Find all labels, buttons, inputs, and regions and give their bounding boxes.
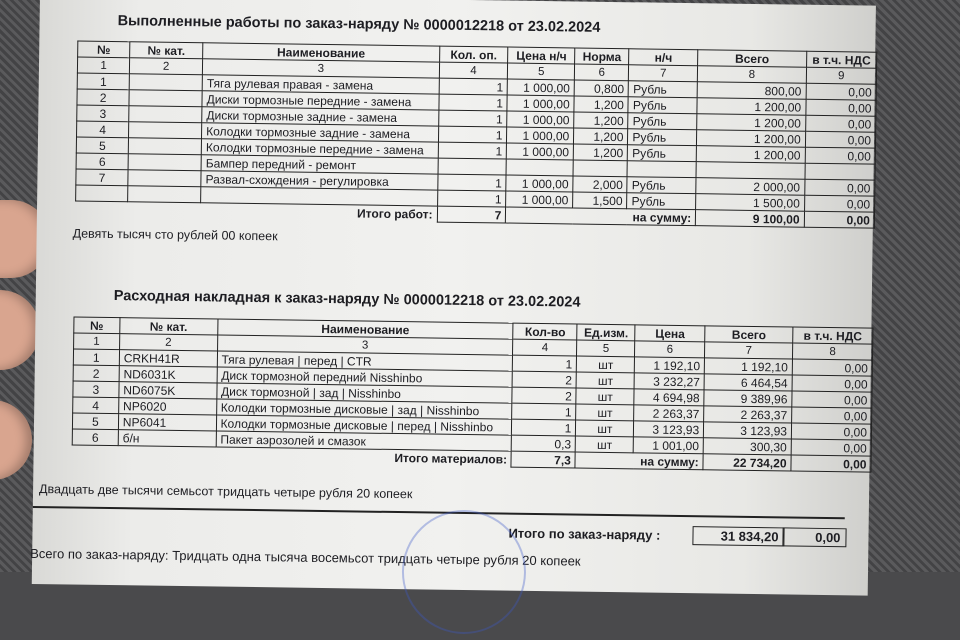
materials-total-cell: 2 263,37 <box>704 406 792 423</box>
works-name-cell: Развал-схождения - регулировка <box>201 171 438 190</box>
works-norm-cell: 0,800 <box>574 80 628 97</box>
works-norm-cell: 2,000 <box>573 176 627 193</box>
works-unit-cell: Рубль <box>627 177 696 194</box>
materials-cat-cell: NP6041 <box>118 414 216 431</box>
works-vat-cell <box>805 163 876 180</box>
works-vat-cell: 0,00 <box>806 99 877 116</box>
materials-qty-cell: 2 <box>513 371 577 388</box>
works-col-number-cell: 6 <box>575 64 629 81</box>
works-norm-cell: 1,500 <box>573 192 627 209</box>
materials-unit-cell: шт <box>576 404 634 421</box>
materials-header-cell: Цена <box>635 325 705 342</box>
materials-qty-cell: 2 <box>512 387 576 404</box>
works-vat-cell: 0,00 <box>804 195 875 212</box>
works-norm-cell: 1,200 <box>574 128 628 145</box>
materials-total-cell: 6 464,54 <box>704 374 792 391</box>
works-col-number-cell: 2 <box>130 58 203 75</box>
materials-name-cell: Колодки тормозные дисковые | перед | Nisshinbo <box>216 415 512 435</box>
works-total-cell: 1 200,00 <box>697 98 806 116</box>
works-norm-cell: 1,200 <box>574 96 628 113</box>
materials-cat-cell: б/н <box>118 430 216 447</box>
works-header-cell: № <box>78 41 130 58</box>
materials-vat-cell: 0,00 <box>792 359 872 376</box>
works-n-cell: 1 <box>77 73 129 90</box>
works-n-cell: 3 <box>77 105 129 122</box>
works-cat-cell <box>128 186 201 203</box>
works-col-number-cell: 7 <box>629 65 698 82</box>
materials-total-qty: 7,3 <box>511 451 575 468</box>
works-header-cell: Наименование <box>203 43 440 62</box>
works-n-cell: 7 <box>76 169 128 186</box>
materials-col-number-cell: 3 <box>217 335 513 355</box>
materials-col-number-cell: 1 <box>74 333 120 350</box>
works-qty-cell: 1 <box>438 110 507 127</box>
materials-n-cell: 1 <box>73 349 119 366</box>
materials-col-number-cell: 4 <box>513 339 577 356</box>
works-total-cell: 1 500,00 <box>696 194 805 212</box>
materials-price-cell: 3 232,27 <box>634 373 704 390</box>
materials-header-cell: Кол-во <box>513 323 577 340</box>
materials-unit-cell: шт <box>576 388 634 405</box>
materials-n-cell: 6 <box>72 429 118 446</box>
works-cat-cell <box>128 170 201 187</box>
materials-unit-cell: шт <box>576 436 634 453</box>
materials-vat-cell: 0,00 <box>792 375 872 392</box>
works-cat-cell <box>128 138 201 155</box>
materials-header-cell: в т.ч. НДС <box>793 327 873 344</box>
works-unit-cell: Рубль <box>628 113 697 130</box>
materials-vat-cell: 0,00 <box>791 439 871 456</box>
works-vat-cell: 0,00 <box>805 147 876 164</box>
works-header-cell: н/ч <box>629 49 698 66</box>
works-col-number-cell: 8 <box>698 66 807 84</box>
works-unit-cell: Рубль <box>629 81 698 98</box>
materials-price-cell: 2 263,37 <box>634 405 704 422</box>
works-title: Выполненные работы по заказ-наряду № 0000012218 от 23.02.2024 <box>117 13 601 36</box>
works-sum-label: на сумму: <box>506 207 696 226</box>
works-total-qty: 7 <box>437 206 506 223</box>
works-price-cell: 1 000,00 <box>507 143 574 160</box>
materials-n-cell: 2 <box>73 365 119 382</box>
grand-total-label: Итого по заказ-наряду : <box>508 525 661 543</box>
works-name-cell: Тяга рулевая правая - замена <box>202 75 439 94</box>
works-qty-cell: 1 <box>438 142 507 159</box>
works-cat-cell <box>129 90 202 107</box>
works-sum-vat: 0,00 <box>804 211 875 228</box>
works-total-cell: 1 200,00 <box>697 130 806 148</box>
materials-n-cell: 3 <box>73 381 119 398</box>
materials-col-number-cell: 7 <box>705 342 793 359</box>
works-total-cell: 1 200,00 <box>697 114 806 132</box>
materials-header-cell: Всего <box>705 326 793 343</box>
works-col-number-cell: 1 <box>77 57 129 74</box>
materials-total-cell: 1 192,10 <box>704 358 792 375</box>
works-norm-cell: 1,200 <box>574 112 628 129</box>
works-vat-cell: 0,00 <box>804 179 875 196</box>
works-price-cell: 1 000,00 <box>507 127 574 144</box>
works-col-number-cell: 9 <box>806 67 877 84</box>
materials-qty-cell: 1 <box>512 403 576 420</box>
materials-cat-cell: NP6020 <box>118 398 216 415</box>
materials-name-cell: Пакет аэрозолей и смазок <box>216 431 512 451</box>
works-n-cell: 4 <box>77 121 129 138</box>
works-qty-cell: 1 <box>439 78 508 95</box>
materials-col-number-cell: 2 <box>119 334 217 351</box>
materials-table <box>71 316 873 472</box>
works-col-number-cell: 3 <box>202 59 439 78</box>
works-norm-cell: 1,200 <box>573 144 627 161</box>
works-table <box>75 41 877 229</box>
works-n-cell: 5 <box>76 137 128 154</box>
works-cat-cell <box>128 154 201 171</box>
works-total-cell: 1 200,00 <box>696 146 805 164</box>
works-price-cell: 1 000,00 <box>506 175 573 192</box>
materials-name-cell: Колодки тормозные дисковые | зад | Nisshinbo <box>216 399 512 419</box>
materials-vat-cell: 0,00 <box>791 423 871 440</box>
materials-name-cell: Диск тормозной | зад | Nisshinbo <box>216 383 512 403</box>
works-header-cell: Кол. оп. <box>439 46 508 63</box>
materials-qty-cell: 1 <box>512 419 576 436</box>
works-qty-cell: 1 <box>438 126 507 143</box>
materials-price-cell: 1 001,00 <box>633 437 703 454</box>
works-cat-cell <box>129 122 202 139</box>
materials-unit-cell: шт <box>577 356 635 373</box>
works-amount-in-words: Девять тысяч сто рублей 00 копеек <box>72 226 278 244</box>
materials-total-label: Итого материалов: <box>394 450 508 467</box>
materials-qty-cell: 1 <box>513 355 577 372</box>
works-n-cell <box>76 185 128 202</box>
materials-price-cell: 3 123,93 <box>634 421 704 438</box>
works-sum-total: 9 100,00 <box>696 210 805 228</box>
works-price-cell: 1 000,00 <box>506 191 573 208</box>
materials-header-cell: № <box>74 317 120 334</box>
works-col-number-cell: 5 <box>508 63 575 80</box>
works-total-cell: 800,00 <box>697 82 806 100</box>
materials-header-cell: Наименование <box>217 319 513 339</box>
materials-title: Расходная накладная к заказ-наряду № 0000012218 от 23.02.2024 <box>113 288 581 311</box>
materials-col-number-cell: 8 <box>793 343 873 360</box>
works-price-cell: 1 000,00 <box>508 79 575 96</box>
works-header-cell: в т.ч. НДС <box>806 51 877 68</box>
materials-sum-total: 22 734,20 <box>703 454 791 471</box>
materials-cat-cell: CRKH41R <box>119 350 217 367</box>
works-qty-cell: 1 <box>437 174 506 191</box>
works-qty-cell: 1 <box>439 94 508 111</box>
works-n-cell: 6 <box>76 153 128 170</box>
works-unit-cell: Рубль <box>627 193 696 210</box>
materials-name-cell: Диск тормозной передний Nisshinbo <box>217 367 513 387</box>
works-norm-cell <box>573 160 627 177</box>
materials-total-cell: 9 389,96 <box>704 390 792 407</box>
works-n-cell: 2 <box>77 89 129 106</box>
works-price-cell: 1 000,00 <box>507 95 574 112</box>
materials-cat-cell: ND6075K <box>119 382 217 399</box>
works-price-cell: 1 000,00 <box>507 111 574 128</box>
works-name-cell: Диски тормозные задние - замена <box>202 107 439 126</box>
works-header-cell: Норма <box>575 48 629 65</box>
materials-unit-cell: шт <box>576 372 634 389</box>
works-cat-cell <box>129 106 202 123</box>
works-total-cell <box>696 162 805 180</box>
works-total-cell: 2 000,00 <box>696 178 805 196</box>
materials-price-cell: 1 192,10 <box>635 357 705 374</box>
works-col-number-cell: 4 <box>439 62 508 79</box>
works-vat-cell: 0,00 <box>805 115 876 132</box>
works-name-cell: Колодки тормозные передние - замена <box>201 139 438 158</box>
materials-col-number-cell: 6 <box>635 341 705 358</box>
works-header-cell: № кат. <box>130 42 203 59</box>
materials-col-number-cell: 5 <box>577 340 635 357</box>
materials-name-cell: Тяга рулевая | перед | CTR <box>217 351 513 371</box>
works-unit-cell: Рубль <box>628 97 697 114</box>
works-cat-cell <box>129 74 202 91</box>
materials-total-cell: 300,30 <box>703 438 791 455</box>
works-vat-cell: 0,00 <box>805 131 876 148</box>
materials-n-cell: 5 <box>72 413 118 430</box>
works-name-cell: Диски тормозные передние - замена <box>202 91 439 110</box>
works-total-label: Итого работ: <box>357 206 433 222</box>
works-name-cell: Колодки тормозные задние - замена <box>202 123 439 142</box>
materials-sum-label: на сумму: <box>575 452 703 470</box>
materials-vat-cell: 0,00 <box>792 407 872 424</box>
materials-cat-cell: ND6031K <box>119 366 217 383</box>
materials-sum-vat: 0,00 <box>791 455 871 472</box>
works-unit-cell <box>627 161 696 178</box>
materials-n-cell: 4 <box>73 397 119 414</box>
works-unit-cell: Рубль <box>628 145 697 162</box>
works-unit-cell: Рубль <box>628 129 697 146</box>
works-qty-cell: 1 <box>437 190 506 207</box>
works-vat-cell: 0,00 <box>806 83 877 100</box>
works-qty-cell <box>438 158 507 175</box>
materials-price-cell: 4 694,98 <box>634 389 704 406</box>
materials-header-cell: Ед.изм. <box>577 324 635 341</box>
materials-qty-cell: 0,3 <box>512 435 576 452</box>
materials-vat-cell: 0,00 <box>792 391 872 408</box>
grand-total-vat: 0,00 <box>782 527 846 547</box>
materials-amount-in-words: Двадцать две тысячи семьсот тридцать четыре рубля 20 копеек <box>38 482 413 502</box>
work-order-paper <box>32 0 876 596</box>
materials-unit-cell: шт <box>576 420 634 437</box>
grand-total-in-words: Всего по заказ-наряду: Тридцать одна тысяча восемьсот тридцать четыре рубля 20 копеек <box>30 545 581 569</box>
works-header-cell: Цена н/ч <box>508 47 575 64</box>
works-header-cell: Всего <box>698 50 807 68</box>
works-price-cell <box>506 159 573 176</box>
works-name-cell: Бампер передний - ремонт <box>201 155 438 174</box>
grand-total-value: 31 834,20 <box>692 526 784 546</box>
materials-header-cell: № кат. <box>120 318 218 335</box>
materials-total-cell: 3 123,93 <box>704 422 792 439</box>
